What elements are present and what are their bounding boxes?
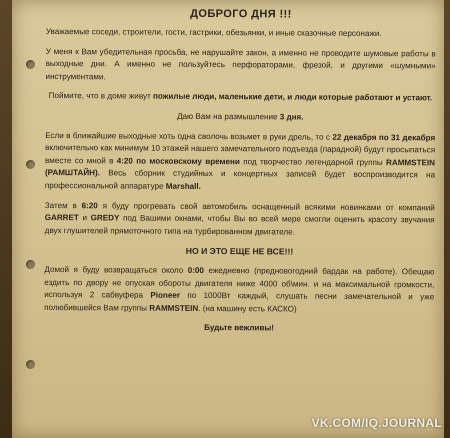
threat-text-3: под творчество легендарной группы: [239, 156, 387, 167]
residents-bold: пожилые люди, маленькие дети, и люди которые работают и устают.: [152, 92, 433, 103]
closing-line: Будьте вежливы!: [204, 323, 274, 333]
residents-text: Поймите, что в доме живут: [48, 91, 153, 102]
paragraph-deadline: [45, 110, 435, 125]
return-brand: Pioneer: [150, 290, 181, 300]
car-text-3: и: [78, 213, 91, 223]
threat-time: 4:20 по московскому времени: [116, 156, 240, 166]
return-time: 0:00: [187, 265, 204, 275]
threat-text-1: Если в ближайшие выходные хоть одна сволочь возьмет в руки дрель, то с: [45, 130, 333, 142]
car-text-4: под Вашими окнами, чтобы Вы во всей мере смогли оценить красоту звучания двух глушителей прямоточного типа на турбированном двигателе.: [44, 213, 435, 237]
car-text-2: я буду прогревать свой автомобиль оснащенный всякими новинками от компаний: [97, 200, 435, 212]
punch-hole: [26, 60, 35, 69]
return-text-1: Домой я буду возвращаться около: [44, 264, 188, 275]
paragraph-not-all: НО И ЭТО ЕЩЕ НЕ ВСЕ!!!: [185, 246, 294, 257]
threat-dates: 22 декабря по 31 декабря: [332, 132, 436, 142]
threat-text-4: Весь сборник студийных и концертных записей будет воспроизводится на профессиональной аппаратуре: [44, 168, 436, 191]
return-text-3: по 1000Вт каждый, слушать песни замечательной и уже полюбившейся Вам группы: [44, 290, 435, 313]
threat-brand: Marshall.: [165, 181, 201, 191]
deadline-text: Даю Вам на размышление: [177, 111, 280, 122]
paragraph-car: [45, 200, 435, 240]
car-brand-1: GARRET: [44, 213, 79, 223]
paragraph-request: У меня к Вам убедительная просьба, не нарушайте закон, а именно не проводите шумовые работы в выходные дни. А именно не пользуйтесь перфораторами, фрезой, и другими «шумными» инструментами.: [45, 46, 436, 82]
threat-text-2: включительно как минимум 10 этажей нашего замечательного подъезда (парадной) будут просыпаться вместе со мной в: [45, 143, 436, 166]
return-band: RAMMSTEIN: [149, 303, 199, 313]
notice-text: [44, 6, 436, 343]
deadline-bold: 3 дня.: [279, 112, 304, 122]
paragraph-greeting: Уважаемые соседи, строители, гости, гастрики, обезьянки, и иные сказочные персонажи.: [45, 26, 382, 39]
car-text-1: Затем в: [44, 200, 82, 210]
punch-hole: [26, 260, 35, 269]
return-text-4: . (на машину есть КАСКО): [198, 303, 297, 314]
threat-band: RAMMSTEIN (РАМШТАЙН).: [44, 157, 436, 178]
paragraph-return: [44, 264, 434, 317]
car-brand-2: GREDY: [90, 213, 120, 223]
punch-hole: [26, 160, 35, 169]
notice-sheet: [12, 0, 444, 438]
paragraph-residents: [45, 90, 435, 105]
watermark: VK.COM/IQ.JOURNAL: [311, 416, 442, 430]
paragraph-threat: [45, 130, 435, 195]
notice-title: ДОБРОГО ДНЯ !!!: [190, 7, 292, 21]
punch-hole: [26, 360, 35, 369]
sheet-protector-edge: [26, 40, 38, 420]
return-text-2: ежедневно (предновогодний бардак на работе). Обещаю ездить по двору не опуская обороты двигателя ниже 4000 об\мин. и на максимальной громкости, используя 2 сабвуфера: [44, 265, 435, 300]
car-time: 6:20: [81, 200, 98, 210]
